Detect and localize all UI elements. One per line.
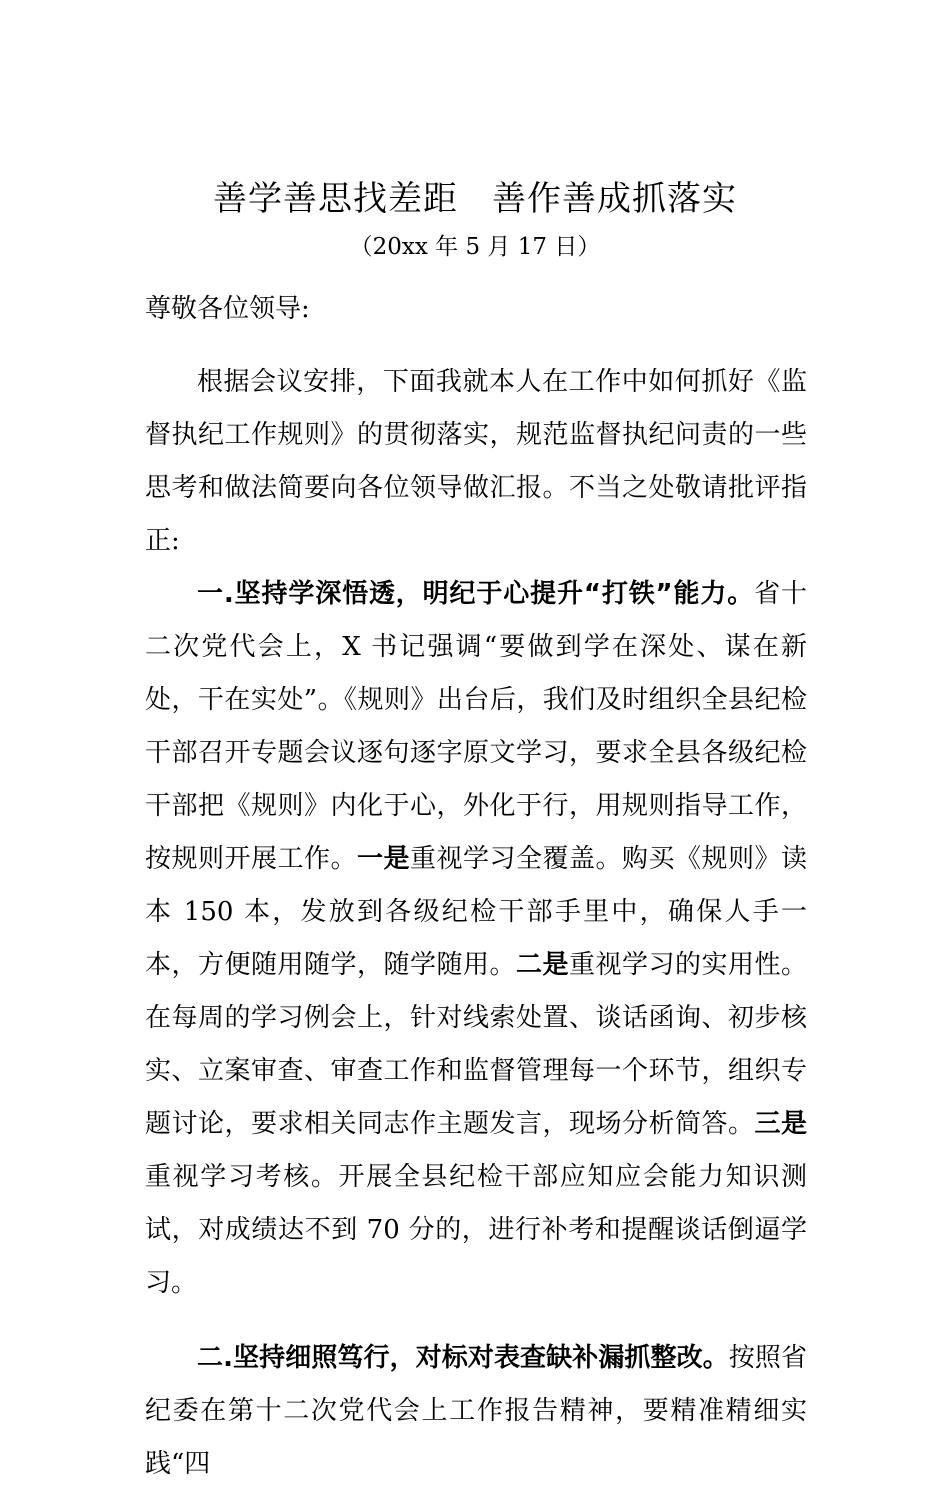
section-2-paragraph bbox=[145, 1332, 807, 1491]
section-2-heading: 二.坚持细照笃行，对标对表查缺补漏抓整改。 bbox=[197, 1343, 729, 1373]
section-1-keyword-3: 三是 bbox=[754, 1109, 807, 1139]
title-part-2: 善作善成抓落实 bbox=[492, 179, 737, 219]
section-1-text-b: 重视学习全覆盖。购买《规则》读本 150 本，发放到各级纪检干部手里中，确保人手一本，方便随用随学，随学随用。 bbox=[145, 844, 807, 980]
document-title bbox=[0, 176, 950, 222]
section-1-text-c: 重视学习的实用性。在每周的学习例会上，针对线索处置、谈话函询、初步核实、立案审查、审查工作和监督管理每一个环节，组织专题讨论，要求相关同志作主题发言，现场分析简答。 bbox=[145, 950, 807, 1139]
section-1-keyword-1: 一是 bbox=[357, 844, 410, 874]
section-2-text: 按照省纪委在第十二次党代会上工作报告精神，要精准精细实践“四 bbox=[145, 1343, 807, 1479]
section-1-text-d: 重视学习考核。开展全县纪检干部应知应会能力知识测试，对成绩达不到 70 分的，进行补考和提醒谈话倒逼学习。 bbox=[145, 1162, 807, 1298]
intro-paragraph: 根据会议安排，下面我就本人在工作中如何抓好《监督执纪工作规则》的贯彻落实，规范监督执纪问责的一些思考和做法简要向各位领导做汇报。不当之处敬请批评指正: bbox=[145, 367, 807, 556]
section-1-text-a: 省十二次党代会上，X 书记强调“要做到学在深处、谋在新处，干在实处”。《规则》出台后，我们及时组织全县纪检干部召开专题会议逐句逐字原文学习，要求全县各级纪检干部把《规则》内化于心，外化于行，用规则指导工作，按规则开展工作。 bbox=[145, 579, 807, 874]
section-1-paragraph bbox=[145, 568, 807, 1310]
salutation: 尊敬各位领导: bbox=[145, 294, 310, 324]
document-body bbox=[145, 283, 807, 1491]
title-part-1: 善学善思找差距 bbox=[213, 179, 458, 219]
section-1-heading: 一.坚持学深悟透，明纪于心提升“打铁”能力。 bbox=[197, 579, 755, 609]
section-1-keyword-2: 二是 bbox=[515, 950, 569, 980]
document-date: （20xx 年 5 月 17 日） bbox=[349, 234, 601, 260]
